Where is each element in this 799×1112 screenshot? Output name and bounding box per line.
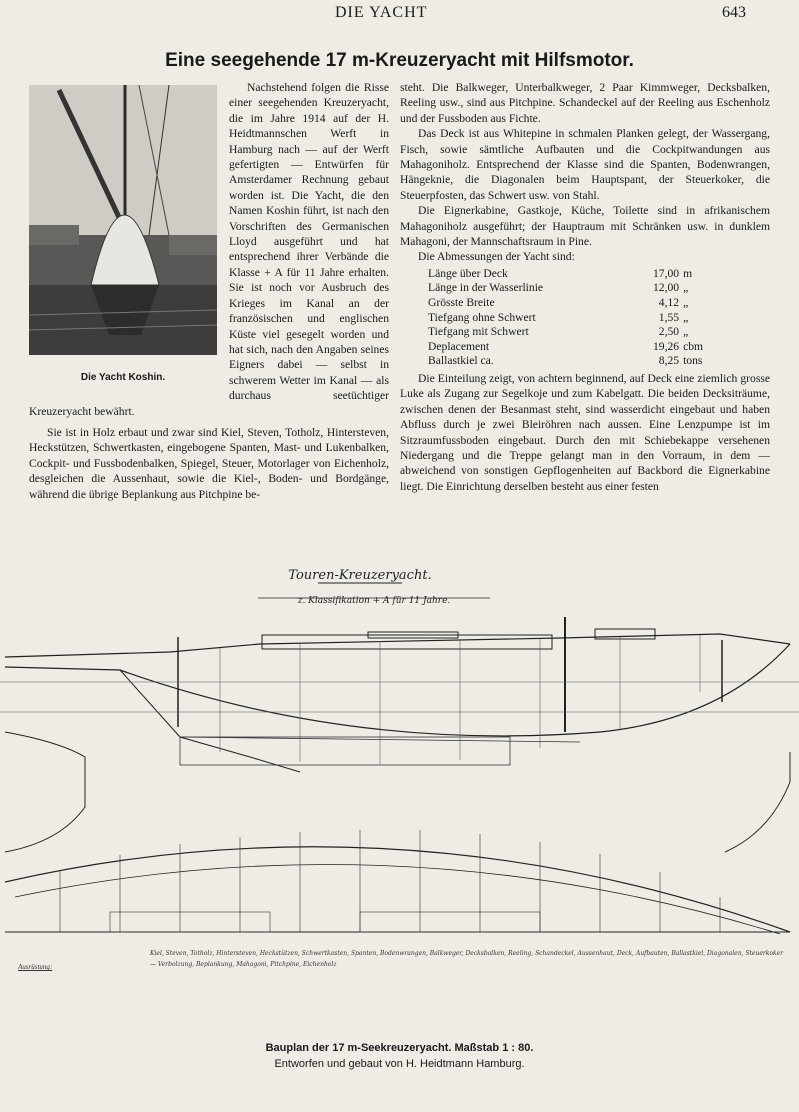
drawing-title: Touren-Kreuzeryacht.	[288, 568, 432, 583]
drawing-notes-left	[18, 962, 128, 973]
paragraph: Die Abmessungen der Yacht sind:	[418, 250, 575, 264]
photo-caption: Die Yacht Koshin.	[80, 372, 166, 383]
paragraph: Nachstehend folgen die Risse einer seegehenden Kreuzeryacht, die im Jahre 1914 auf der H. Heidtmannschen Werft in Hamburg nach — auf der Werft gefertigten — Entwürfen für Amsterdamer Rechnung gebaut worden ist. Die Yacht, die den Namen Koshin führt, ist nach den Vorschriften des Germanischen Lloyd ausgeführt und hat entsprechend ihrer Verbände die Klasse + A für 11 Jahre erhalten. Sie ist noch vor Ausbruch des Krieges im Kanal an der französischen und englischen Küste viel gesegelt worden und hat sich, nach den Angaben seines Eigners dabei — selbst in schwerem Wetter im Kanal — als durchaus seetüchtiger Kreuzeryacht bewährt.	[29, 81, 389, 418]
dimension-value: 1,55	[658, 310, 680, 324]
dimension-label: Deplacement	[428, 339, 490, 353]
running-title: DIE YACHT	[335, 4, 428, 21]
dimension-row	[428, 267, 703, 282]
dimension-label: Tiefgang ohne Schwert	[428, 310, 536, 324]
dimension-value: 17,00	[652, 266, 680, 280]
hull-plan	[0, 552, 799, 942]
drawing-subtitle: z. Klassifikation + A für 11 Jahre.	[297, 596, 451, 606]
dimensions-table	[428, 267, 703, 369]
drawing-caption: Bauplan der 17 m-Seekreuzeryacht. Maßstab 1 : 80.	[265, 1042, 534, 1054]
dimension-row	[428, 296, 703, 311]
left-column	[29, 80, 389, 502]
dimension-row	[428, 340, 703, 355]
construction-drawing	[0, 552, 799, 942]
notes-heading: Ausrüstung:	[18, 963, 53, 971]
right-column	[400, 80, 770, 494]
dimension-row	[428, 311, 703, 326]
dimension-value: 19,26	[652, 339, 680, 353]
drawing-credit: Entworfen und gebaut von H. Heidtmann Hamburg.	[274, 1058, 525, 1070]
dimension-label: Länge in der Wasserlinie	[428, 281, 544, 295]
dimension-unit: m	[683, 266, 693, 280]
dimension-unit: „	[683, 310, 689, 324]
dimension-label: Ballastkiel ca.	[428, 354, 494, 368]
dimension-unit: cbm	[683, 339, 704, 353]
paragraph: Die Eignerkabine, Gastkoje, Küche, Toilette sind in afrikanischem Mahagoniholz ausgeführt; der Hauptraum mit Schränken usw. in dunklem Mahagoni, der Mannschaftsraum in Pine.	[400, 204, 770, 249]
dimension-value: 4,12	[658, 296, 680, 310]
dimension-value: 2,50	[658, 325, 680, 339]
dimension-row	[428, 354, 703, 369]
paragraph: steht. Die Balkweger, Unterbalkweger, 2 Paar Kimmweger, Decksbalken, Reeling usw., sind aus Pitchpine. Schandeckel auf der Reeling aus Eschenholz und der Fussboden aus Fichte.	[400, 81, 770, 125]
dimension-unit: „	[683, 281, 689, 295]
paragraph: Die Einteilung zeigt, von achtern beginnend, auf Deck eine ziemlich grosse Luke als Zugang zur Segelkoje und zum Kabelgatt. Die beiden Decksiträume, zwischen denen der Besanmast steht, sind wasserdicht eingebaut und haben Abfluss durch je zwei Bleiröhren nach aussen. Eine Lenzpumpe ist im Sitzraumfussboden eingebaut. Durch den mit Schiebekappe versehenen Niedergang und die Treppe gelangt man in den Vorraum, in dem — abweichend von sonstigen Gepflogenheiten auf Backbord die Eignerkabine liegt. Die Einrichtung derselben besteht aus einer festen	[400, 372, 770, 493]
dimension-label: Tiefgang mit Schwert	[428, 325, 529, 339]
dimension-value: 12,00	[652, 281, 680, 295]
dimension-unit: tons	[683, 354, 703, 368]
dimension-unit: „	[683, 296, 689, 310]
drawing-notes: Kiel, Steven, Totholz, Hintersteven, Heckstützen, Schwertkasten, Spanten, Bodenwrangen, Balkweger, Decksbalken, Reeling, Schandeckel, Aussenhaut, Deck, Aufbauten, Ballastkiel, Diagonalen, Steuerkoker — Verbolzung, Beplankung, Mahagoni, Pitchpine, Eichenholz	[150, 950, 784, 968]
dimension-unit: „	[683, 325, 689, 339]
dimension-row	[428, 281, 703, 296]
dimension-row	[428, 325, 703, 340]
dimension-label: Länge über Deck	[428, 266, 508, 280]
page-number: 643	[722, 4, 746, 21]
article-title: Eine seegehende 17 m-Kreuzeryacht mit Hilfsmotor.	[165, 50, 634, 71]
page-header	[0, 2, 799, 24]
paragraph: Das Deck ist aus Whitepine in schmalen Planken gelegt, der Wassergang, Fisch, sowie sämtliche Aufbauten und die Cockpitwandungen aus Mahagoniholz. Entsprechend der Klasse sind die Spanten, Bodenwrangen, Hängeknie, die Diagonalen beim Hauptspant, der Steuerkoker, die Steuerpfosten, das Schwert usw. von Stahl.	[400, 127, 770, 202]
paragraph: Sie ist in Holz erbaut und zwar sind Kiel, Steven, Totholz, Hintersteven, Heckstützen, Schwertkasten, eingebogene Spanten, Mast- und Lukenbalken, Cockpit- und Fussbodenbalken, Spiegel, Steuer, Motorlager von Eichenholz, desgleichen die Aussenhaut, sowie die Kiel-, Boden- und Bordgänge, während die übrige Beplankung aus Pitchpine be-	[29, 425, 389, 501]
dimension-value: 8,25	[658, 354, 680, 368]
dimension-label: Grösste Breite	[428, 296, 495, 310]
